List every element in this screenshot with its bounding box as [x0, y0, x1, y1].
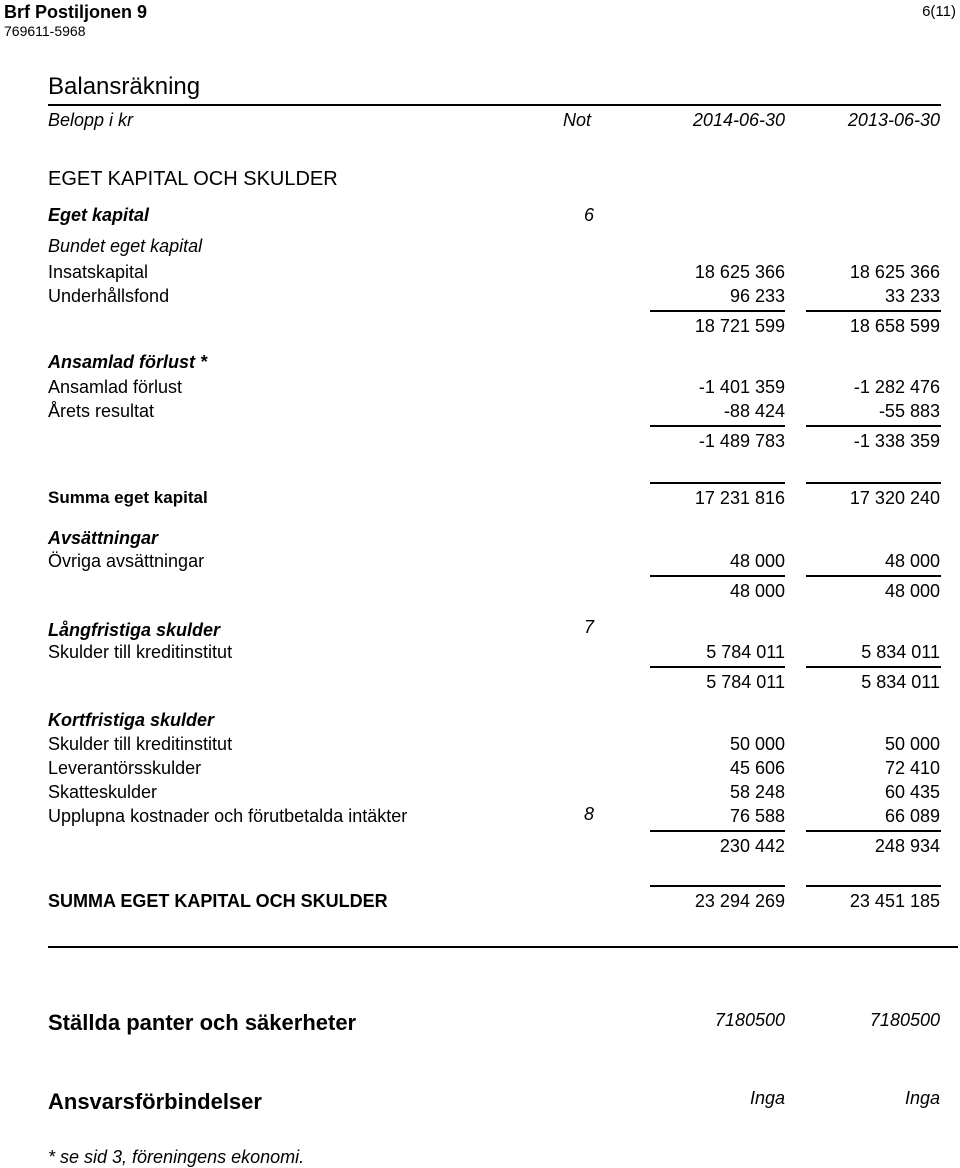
page-number: 6(11): [922, 3, 956, 20]
column-header-2013: 2013-06-30: [847, 110, 940, 130]
langfristiga-note: 7: [584, 617, 595, 637]
title-rule: [48, 104, 941, 106]
row-value-2013: 33 233: [884, 286, 940, 306]
row-label: Skulder till kreditinstitut: [48, 734, 233, 754]
summa-eget-kapital-2013: 17 320 240: [849, 488, 940, 508]
summa-eget-kapital-label: Summa eget kapital: [48, 488, 208, 507]
subtotal-2014: 18 721 599: [694, 316, 785, 336]
row-value-2014: 50 000: [729, 734, 785, 754]
subtotal-2013: -1 338 359: [853, 431, 940, 451]
column-header-note: Not: [563, 110, 592, 130]
summa-eget-kapital-2014: 17 231 816: [694, 488, 785, 508]
langfristiga-heading: Långfristiga skulder: [48, 620, 221, 640]
row-value-2013: 72 410: [884, 758, 940, 778]
row-label: Årets resultat: [48, 401, 155, 421]
pledged-2013: 7180500: [869, 1010, 940, 1030]
avsattningar-heading: Avsättningar: [48, 528, 159, 548]
row-value-2014: 5 784 011: [706, 642, 785, 662]
total-rule: [650, 885, 785, 887]
subtotal-2014: 230 442: [719, 836, 785, 856]
bundet-heading: Bundet eget kapital: [48, 236, 203, 256]
row-value-2013: 18 625 366: [849, 262, 940, 282]
contingent-2014: Inga: [749, 1088, 785, 1108]
subtotal-2014: -1 489 783: [698, 431, 785, 451]
grand-total-2013: 23 451 185: [849, 891, 940, 911]
footnote: * se sid 3, föreningens ekonomi.: [48, 1147, 305, 1167]
subtotal-rule: [650, 310, 785, 312]
subtotal-rule: [806, 666, 941, 668]
row-label: Upplupna kostnader och förutbetalda intäkter: [48, 806, 408, 826]
contingent-label: Ansvarsförbindelser: [48, 1089, 262, 1114]
org-number: 769611-5968: [4, 23, 86, 39]
row-value-2013: 60 435: [884, 782, 940, 802]
row-note: 8: [584, 804, 595, 824]
subtotal-2013: 5 834 011: [861, 672, 940, 692]
subtotal-rule: [650, 830, 785, 832]
grand-total-2014: 23 294 269: [694, 891, 785, 911]
row-label: Leverantörsskulder: [48, 758, 202, 778]
row-label: Skulder till kreditinstitut: [48, 642, 233, 662]
total-rule: [650, 482, 785, 484]
total-rule: [806, 482, 941, 484]
row-value-2013: -55 883: [878, 401, 940, 421]
subtotal-rule: [806, 830, 941, 832]
kortfristiga-heading: Kortfristiga skulder: [48, 710, 215, 730]
row-value-2013: 5 834 011: [861, 642, 940, 662]
pledged-2014: 7180500: [714, 1010, 785, 1030]
subtotal-2014: 48 000: [729, 581, 785, 601]
subtotal-rule: [650, 666, 785, 668]
ansamlad-heading: Ansamlad förlust *: [48, 352, 208, 372]
row-value-2014: 45 606: [729, 758, 785, 778]
subtotal-2014: 5 784 011: [706, 672, 785, 692]
column-header-label: Belopp i kr: [48, 110, 134, 130]
row-value-2014: 58 248: [729, 782, 785, 802]
section-heading: EGET KAPITAL OCH SKULDER: [48, 168, 338, 190]
row-value-2013: 66 089: [884, 806, 940, 826]
row-value-2014: -1 401 359: [698, 377, 785, 397]
row-value-2013: 50 000: [884, 734, 940, 754]
contingent-2013: Inga: [904, 1088, 940, 1108]
column-header-2014: 2014-06-30: [692, 110, 785, 130]
row-value-2014: -88 424: [723, 401, 785, 421]
row-value-2013: -1 282 476: [853, 377, 940, 397]
row-label: Ansamlad förlust: [48, 377, 183, 397]
section-divider: [48, 946, 958, 948]
subtotal-rule: [806, 425, 941, 427]
subtotal-rule: [650, 425, 785, 427]
row-value-2014: 48 000: [729, 551, 785, 571]
row-value-2014: 18 625 366: [694, 262, 785, 282]
row-value-2014: 76 588: [729, 806, 785, 826]
pledged-label: Ställda panter och säkerheter: [48, 1010, 357, 1035]
row-label: Skatteskulder: [48, 782, 158, 802]
grand-total-label: SUMMA EGET KAPITAL OCH SKULDER: [48, 891, 388, 911]
total-rule: [806, 885, 941, 887]
eget-kapital-note: 6: [584, 205, 595, 225]
row-label: Insatskapital: [48, 262, 149, 282]
org-name: Brf Postiljonen 9: [4, 2, 148, 22]
row-label: Underhållsfond: [48, 286, 170, 306]
row-value-2014: 96 233: [729, 286, 785, 306]
row-value-2013: 48 000: [884, 551, 940, 571]
subtotal-rule: [806, 575, 941, 577]
eget-kapital-heading: Eget kapital: [48, 205, 150, 225]
subtotal-rule: [650, 575, 785, 577]
page-title: Balansräkning: [48, 73, 201, 100]
subtotal-2013: 48 000: [884, 581, 940, 601]
subtotal-rule: [806, 310, 941, 312]
row-label: Övriga avsättningar: [48, 551, 205, 571]
subtotal-2013: 248 934: [874, 836, 940, 856]
subtotal-2013: 18 658 599: [849, 316, 940, 336]
